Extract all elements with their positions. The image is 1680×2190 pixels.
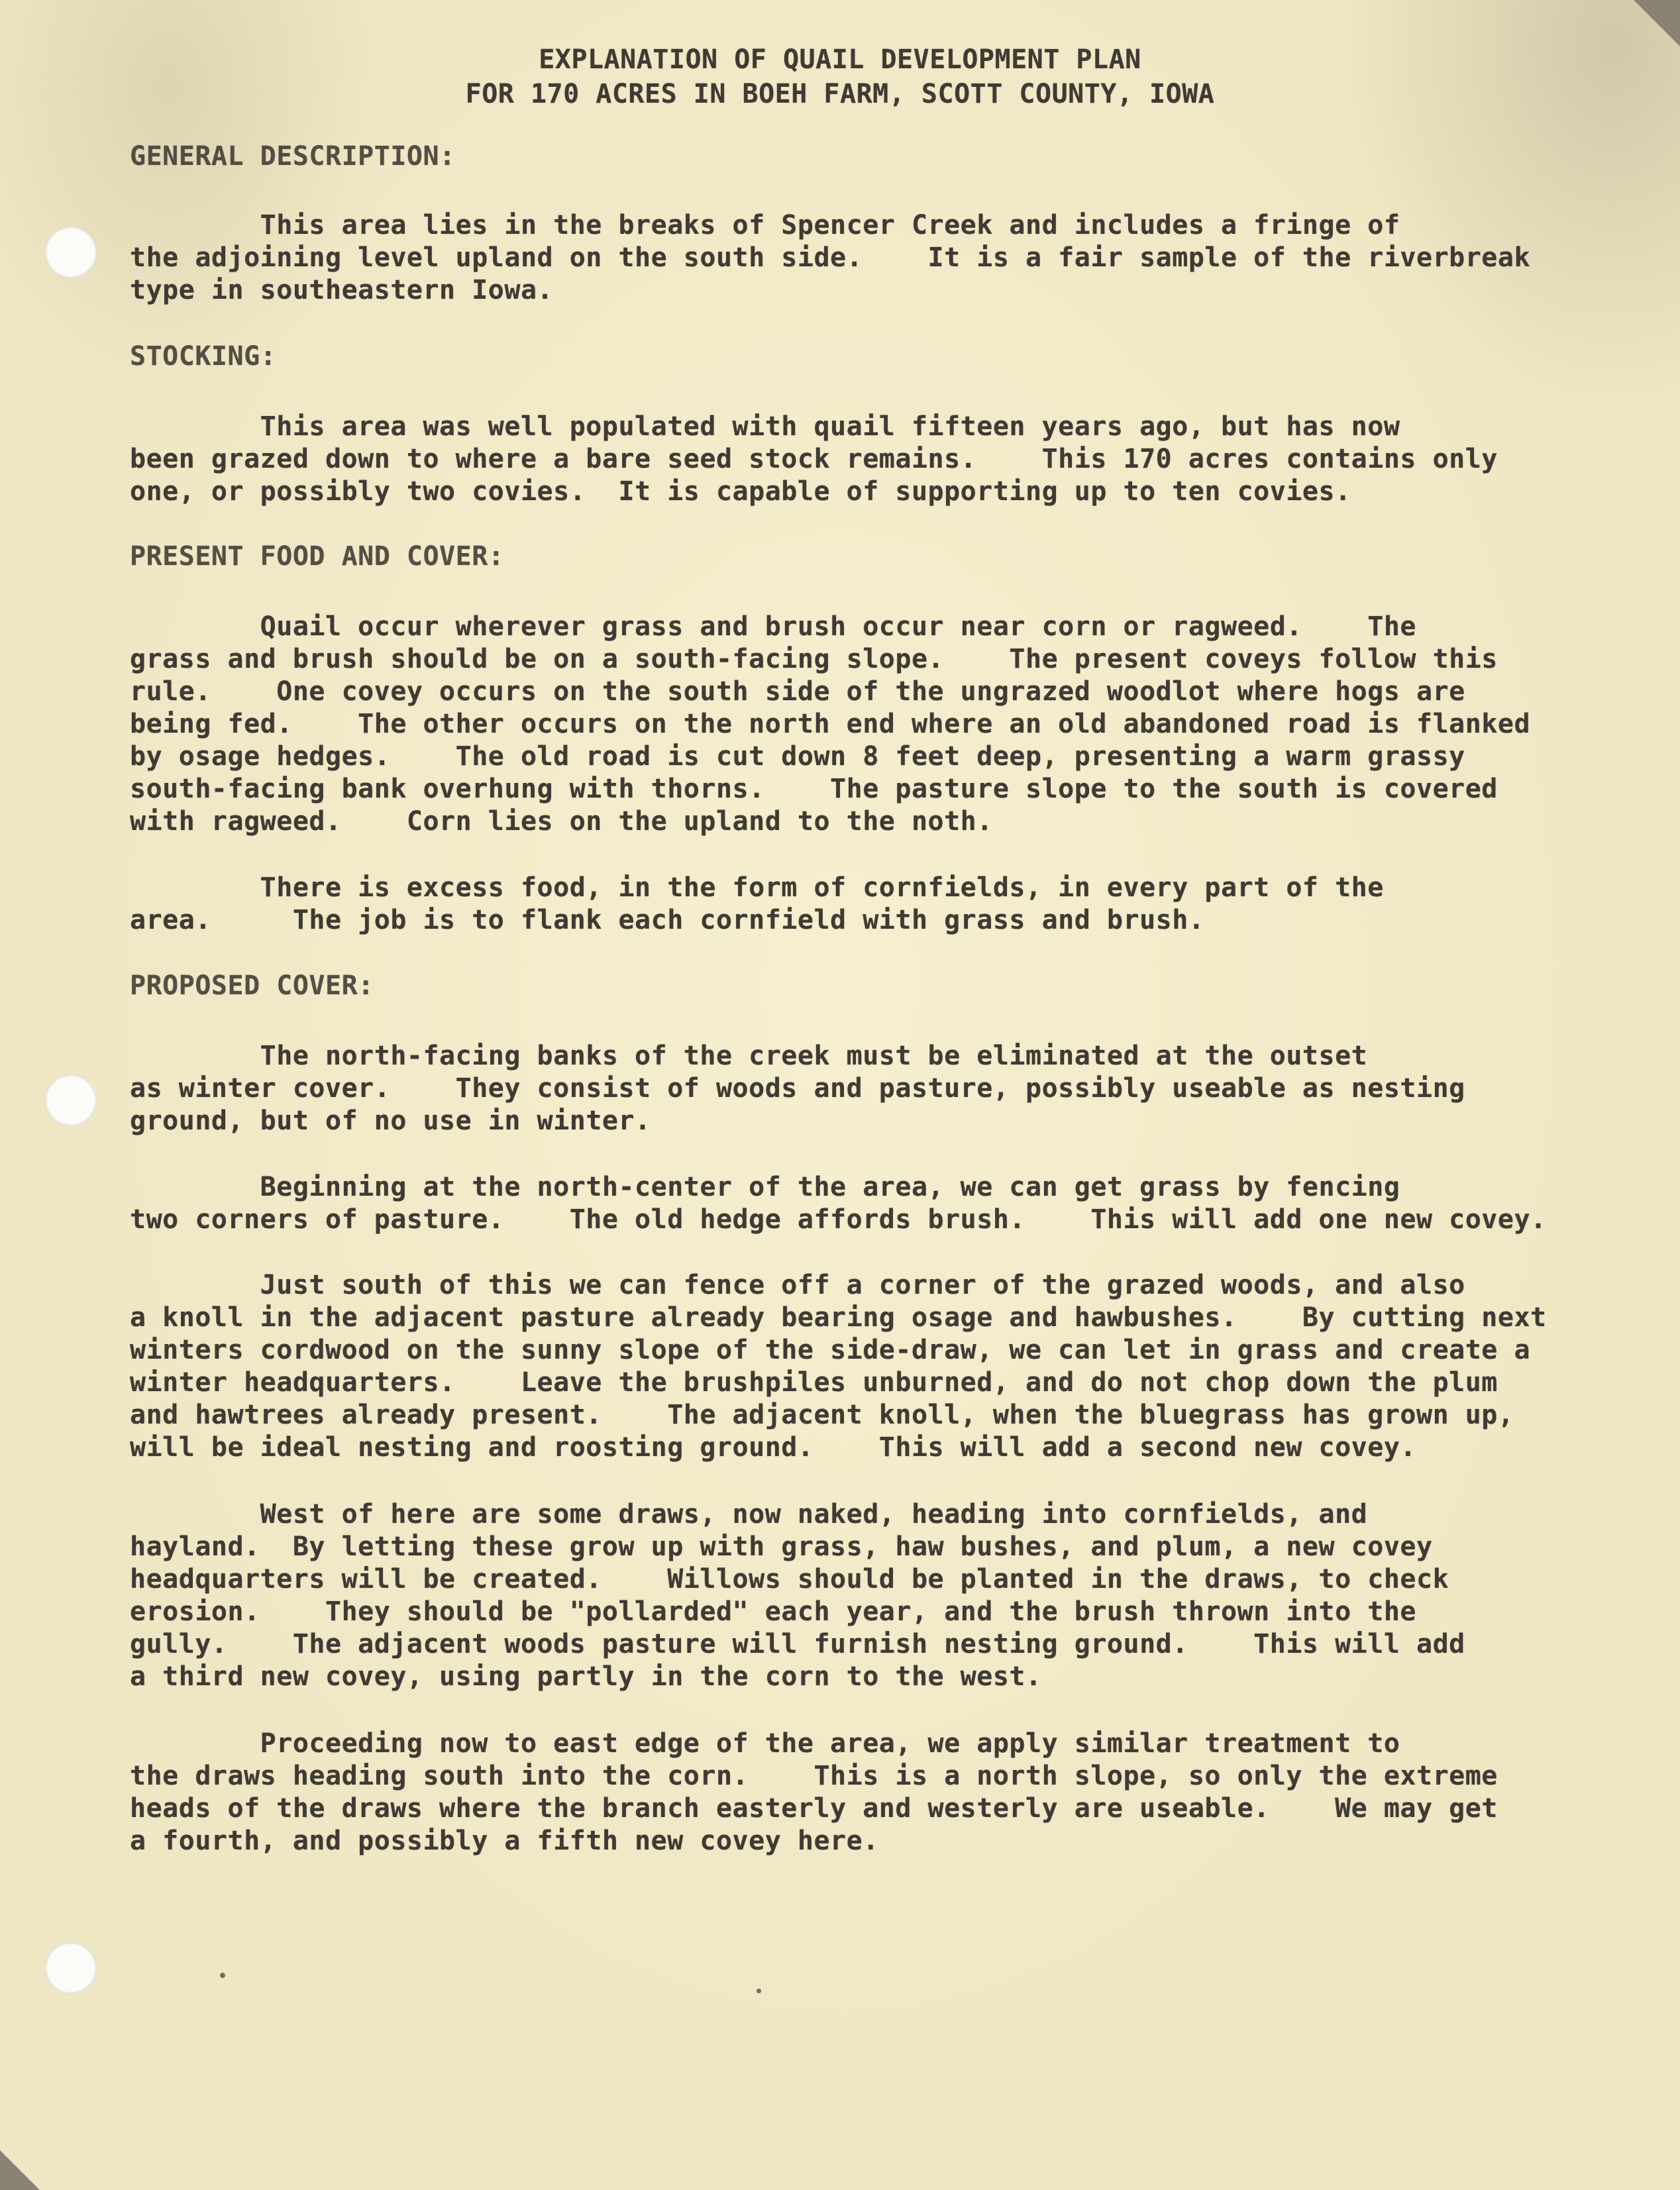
paragraph-proposed-cover-4: West of here are some draws, now naked, heading into cornfields, and hayland. By letting these grow up with grass, haw bushes, and plum, a new covey headquarters will be created. Willows should be planted in the draws, to check erosion. They should be "pollarded" each year, and the brush thrown into the gully. The adjacent woods pasture will furnish nesting ground. This will add a third new covey, using partly in the corn to the west.: [130, 1499, 1465, 1692]
paper-speck: [220, 1973, 225, 1978]
section-heading-general-description: GENERAL DESCRIPTION:: [130, 141, 456, 172]
torn-corner: [0, 2150, 40, 2190]
document-title-line-2: FOR 170 ACRES IN BOEH FARM, SCOTT COUNTY, IOWA: [465, 79, 1215, 109]
section-heading-present-food-and-cover: PRESENT FOOD AND COVER:: [130, 541, 505, 572]
document-title-line-1: EXPLANATION OF QUAIL DEVELOPMENT PLAN: [539, 44, 1141, 75]
section-heading-stocking: STOCKING:: [130, 341, 277, 372]
paper-speck: [757, 1989, 761, 1993]
paragraph-present-food-and-cover-1: Quail occur wherever grass and brush occur near corn or ragweed. The grass and brush should be on a south-facing slope. The present coveys follow this rule. One covey occurs on the south side of the ungrazed woodlot where hogs are being fed. The other occurs on the north end where an old abandoned road is flanked by osage hedges. The old road is cut down 8 feet deep, presenting a warm grassy south-facing bank overhung with thorns. The pasture slope to the south is covered with ragweed. Corn lies on the upland to the noth.: [130, 611, 1531, 837]
paragraph-present-food-and-cover-2: There is excess food, in the form of cornfields, in every part of the area. The job is to flank each cornfield with grass and brush.: [130, 872, 1384, 935]
paragraph-proposed-cover-2: Beginning at the north-center of the area, we can get grass by fencing two corners of pasture. The old hedge affords brush. This will add one new covey.: [130, 1172, 1547, 1235]
section-heading-proposed-cover: PROPOSED COVER:: [130, 970, 374, 1001]
torn-corner: [1634, 0, 1680, 46]
paragraph-proposed-cover-5: Proceeding now to east edge of the area, we apply similar treatment to the draws heading south into the corn. This is a north slope, so only the extreme heads of the draws where the branch easterly and westerly are useable. We may get a fourth, and possibly a fifth new covey here.: [130, 1728, 1498, 1856]
punch-hole: [45, 1942, 97, 1994]
punch-hole: [45, 227, 97, 278]
paragraph-stocking: This area was well populated with quail fifteen years ago, but has now been grazed down to where a bare seed stock remains. This 170 acres contains only one, or possibly two covies. It is capable of supporting up to ten covies.: [130, 411, 1498, 507]
punch-hole: [45, 1074, 97, 1126]
paragraph-general-description: This area lies in the breaks of Spencer Creek and includes a fringe of the adjoining level upland on the south side. It is a fair sample of the riverbreak type in southeastern Iowa.: [130, 210, 1531, 305]
paragraph-proposed-cover-3: Just south of this we can fence off a corner of the grazed woods, and also a knoll in the adjacent pasture already bearing osage and hawbushes. By cutting next winters cordwood on the sunny slope of the side-draw, we can let in grass and create a winter headquarters. Leave the brushpiles unburned, and do not chop down the plum and hawtrees already present. The adjacent knoll, when the bluegrass has grown up, will be ideal nesting and roosting ground. This will add a second new covey.: [130, 1270, 1547, 1463]
paragraph-proposed-cover-1: The north-facing banks of the creek must be eliminated at the outset as winter cover. They consist of woods and pasture, possibly useable as nesting ground, but of no use in winter.: [130, 1041, 1465, 1136]
